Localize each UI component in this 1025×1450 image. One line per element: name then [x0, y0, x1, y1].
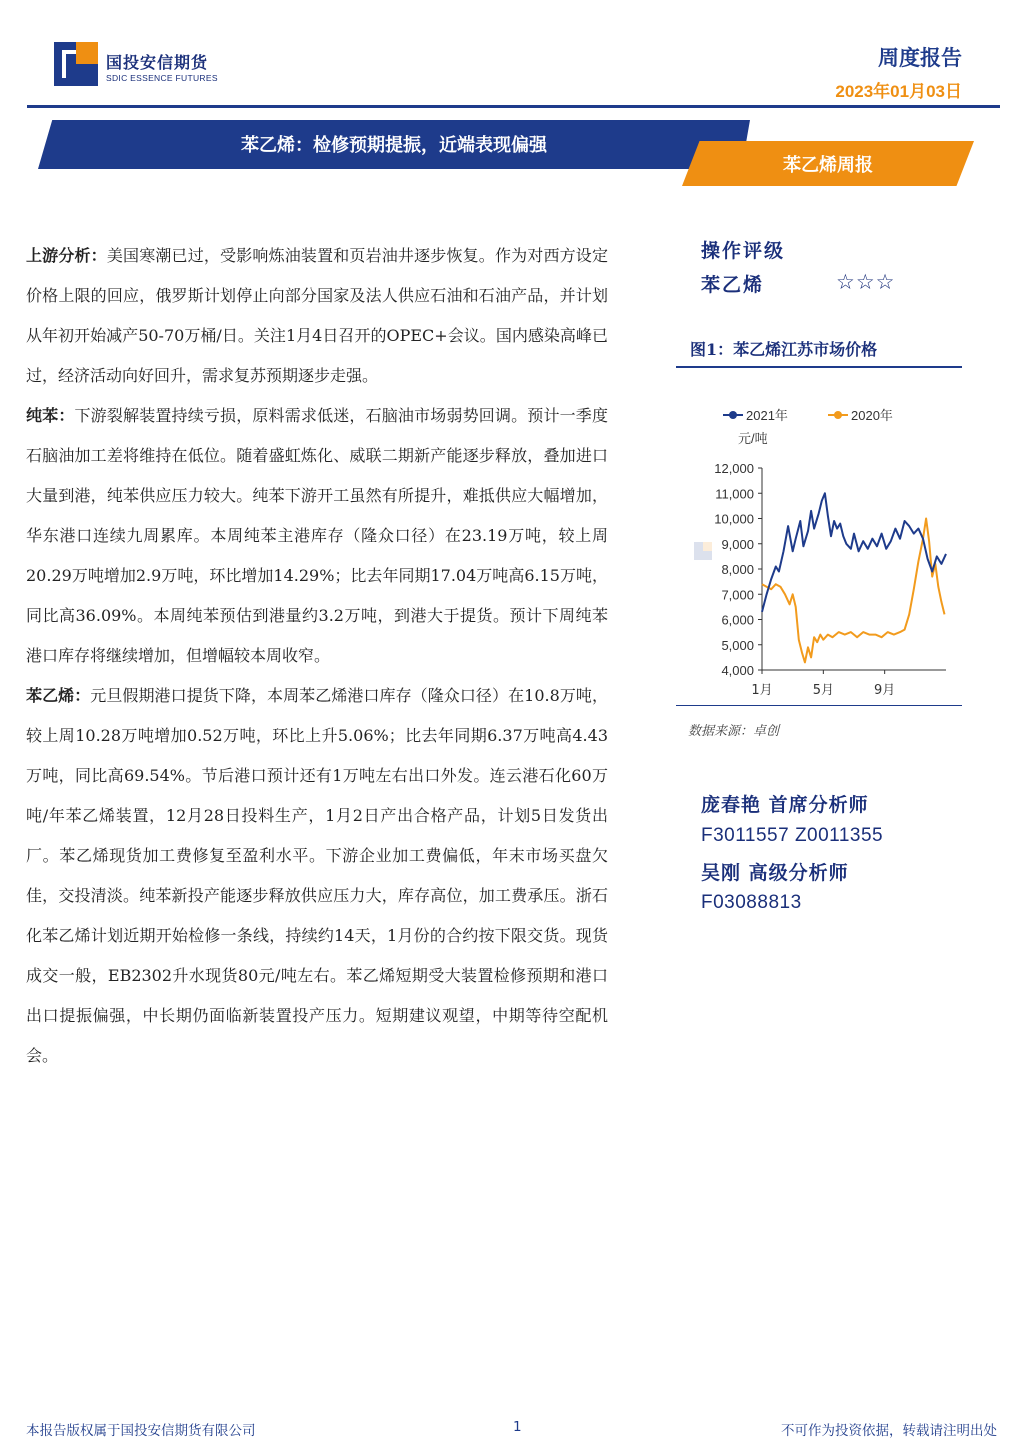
- watermark-logo: [694, 542, 712, 560]
- report-date: 2023年01月03日: [835, 82, 962, 101]
- y-tick-label: 6,000: [721, 612, 754, 628]
- analyst-2-name: 吴刚 高级分析师: [701, 862, 849, 884]
- analyst-2-license: F03088813: [701, 892, 802, 913]
- legend-label-2021: 2021年: [746, 408, 788, 423]
- figure-top-rule: [676, 366, 962, 368]
- legend-label-2020: 2020年: [851, 408, 893, 423]
- section-styrene: [26, 676, 608, 1076]
- y-tick-label: 4,000: [721, 663, 754, 678]
- rating-product: 苯乙烯: [701, 274, 765, 296]
- rating-stars-icon: ☆☆☆: [836, 270, 896, 294]
- page-number: 1: [513, 1419, 522, 1435]
- analysis-body: [26, 236, 608, 1076]
- y-axis-unit: 元/吨: [738, 431, 768, 446]
- footer-disclaimer: 不可作为投资依据，转载请注明出处: [781, 1423, 997, 1439]
- company-logo-icon: [54, 42, 98, 86]
- analyst-1-license: F3011557 Z0011355: [701, 825, 884, 846]
- section-text: 元旦假期港口提货下降，本周苯乙烯港口库存（隆众口径）在10.8万吨，较上周10.28万吨增加0.52万吨，环比上升5.06%；比去年同期6.37万吨高4.43万吨，同比高69.54%。节后港口预计还有1万吨左右出口外发。连云港石化60万吨/年苯乙烯装置，12月28日投料生产，1月2日产出合格产品，计划5日发货出厂。苯乙烯现货加工费修复至盈利水平。下游企业加工费偏低，年末市场买盘欠佳，交投清淡。纯苯新投产能逐步释放供应压力大，库存高位，加工费承压。浙石化苯乙烯计划近期开始检修一条线，持续约14天，1月份的合约按下限交货。现货成交一般，EB2302升水现货80元/吨左右。苯乙烯短期受大装置检修预期和港口出口提振偏强，中长期仍面临新装置投产压力。短期建议观望，中期等待空配机会。: [26, 686, 608, 1065]
- x-tick-label: 9月: [874, 683, 896, 698]
- x-tick-label: 5月: [812, 683, 834, 698]
- analyst-1-name: 庞春艳 首席分析师: [701, 794, 869, 816]
- y-tick-label: 9,000: [721, 536, 754, 552]
- y-tick-label: 10,000: [714, 511, 754, 527]
- price-line-chart: [676, 370, 962, 704]
- x-tick-label: 1月: [751, 683, 773, 698]
- y-tick-label: 7,000: [721, 587, 754, 603]
- y-tick-label: 8,000: [721, 562, 754, 577]
- section-upstream: [26, 236, 608, 396]
- section-lead: 上游分析：: [26, 246, 107, 265]
- section-benzene: [26, 396, 608, 676]
- report-category: 苯乙烯周报: [783, 155, 873, 176]
- report-type: 周度报告: [878, 46, 962, 70]
- legend-marker-2020: [834, 411, 842, 419]
- y-tick-label: 12,000: [714, 461, 754, 476]
- section-lead: 苯乙烯：: [26, 686, 91, 705]
- data-source: 数据来源：卓创: [688, 724, 780, 739]
- y-tick-label: 11,000: [715, 486, 754, 502]
- section-lead: 纯苯：: [26, 406, 75, 425]
- footer-copyright: 本报告版权属于国投安信期货有限公司: [26, 1423, 256, 1439]
- section-text: 美国寒潮已过，受影响炼油装置和页岩油井逐步恢复。作为对西方设定价格上限的回应，俄罗斯计划停止向部分国家及法人供应石油和石油产品，并计划从年初开始减产50-70万桶/日。关注1月4日召开的OPEC+会议。国内感染高峰已过，经济活动向好回升，需求复苏预期逐步走强。: [26, 246, 608, 385]
- rating-title: 操作评级: [701, 240, 786, 262]
- logo-chinese-name: 国投安信期货: [106, 53, 209, 72]
- section-text: 下游裂解装置持续亏损，原料需求低迷，石脑油市场弱势回调。预计一季度石脑油加工差将维持在低位。随着盛虹炼化、威联二期新产能逐步释放，叠加进口大量到港，纯苯供应压力较大。纯苯下游开工虽然有所提升，难抵供应大幅增加，华东港口连续九周累库。本周纯苯主港库存（隆众口径）在23.19万吨，较上周20.29万吨增加2.9万吨，环比增加14.29%；比去年同期17.04万吨高6.15万吨，同比高36.09%。本周纯苯预估到港量约3.2万吨，到港大于提货。预计下周纯苯港口库存将继续增加，但增幅较本周收窄。: [26, 406, 608, 665]
- legend-marker-2021: [729, 411, 737, 419]
- y-tick-label: 5,000: [721, 637, 754, 653]
- report-title: 苯乙烯：检修预期提振，近端表现偏强: [241, 135, 547, 156]
- series-line-2021: [762, 493, 946, 612]
- figure-title: 图1：苯乙烯江苏市场价格: [690, 340, 878, 359]
- header-divider: [27, 105, 1000, 108]
- figure-bottom-rule: [676, 705, 962, 706]
- logo-english-name: SDIC ESSENCE FUTURES: [106, 73, 218, 83]
